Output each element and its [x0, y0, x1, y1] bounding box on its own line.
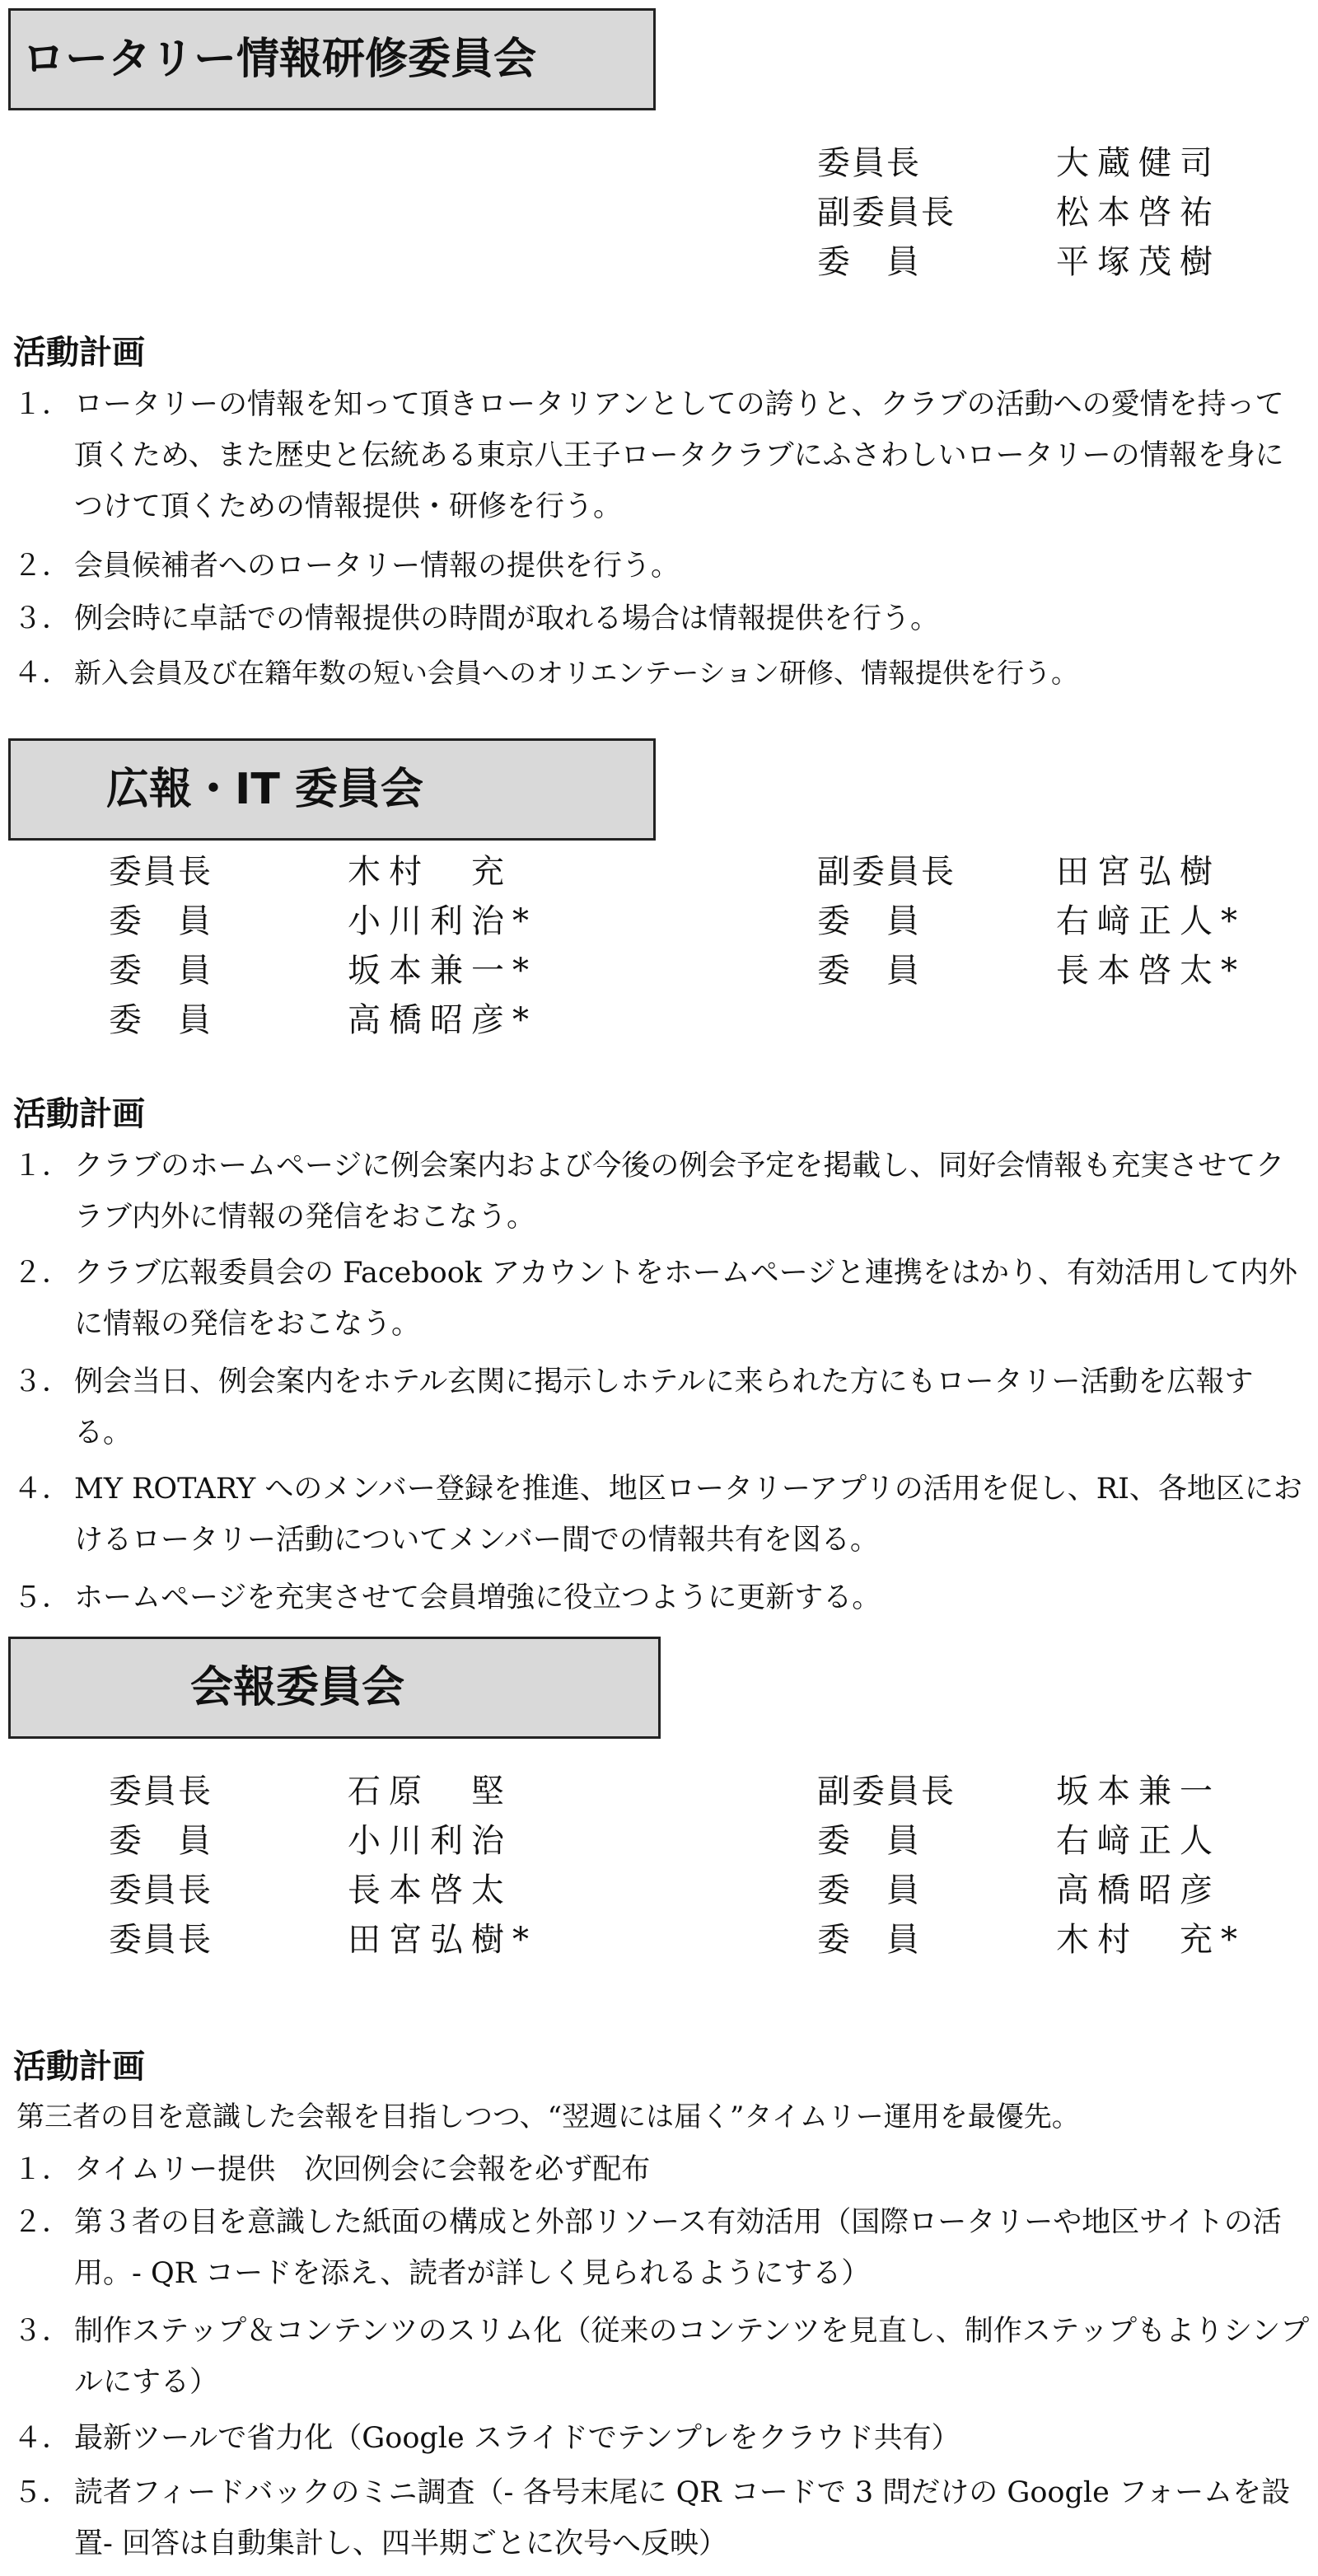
member-row: [817, 138, 1221, 188]
plan-item-text: 第３者の目を意識した紙面の構成と外部リソース有効活用（国際ロータリーや地区サイトの活用。- QR コードを添え、読者が詳しく見られるようにする）: [74, 2206, 1282, 2290]
member-role: 委 員: [817, 952, 921, 990]
plan-item-number: ３．: [13, 2315, 72, 2348]
member-name: 小川利治: [348, 1822, 512, 1860]
member-name: 大蔵健司: [1056, 144, 1221, 182]
plan-item: [0, 1464, 1310, 1566]
committee-title: 会報委員会: [190, 1663, 405, 1712]
member-row: [817, 188, 1221, 237]
member-name: 木村 充: [348, 853, 512, 891]
member-role: 委員長: [109, 1921, 213, 1959]
plan-item-number: ５．: [13, 2476, 72, 2509]
plan-intro: 第三者の目を意識した会報を目指しつつ、“翌週には届く”タイムリー運用を最優先。: [16, 2101, 1080, 2133]
plan-item-text: MY ROTARY へのメンバー登録を推進、地区ロータリーアプリの活用を促し、RI、各地区におけるロータリー活動についてメンバー間での情報共有を図る。: [74, 1473, 1302, 1557]
member-role: 副委員長: [817, 194, 956, 232]
plan-item-number: １．: [13, 388, 72, 421]
plan-item: [0, 2467, 1310, 2569]
member-row: [817, 1767, 1221, 1816]
member-name: 小川利治*: [348, 902, 537, 940]
plan-item: [0, 1140, 1310, 1243]
plan-item-number: ２．: [13, 1257, 72, 1290]
plan-item-number: ４．: [13, 1473, 72, 1506]
plan-item-number: ４．: [13, 657, 72, 690]
member-row: [109, 1915, 537, 1965]
member-name: 高橋昭彦: [1056, 1871, 1221, 1909]
member-name: 石原 堅: [348, 1773, 512, 1810]
member-name: 高橋昭彦*: [348, 1001, 537, 1039]
member-row: [817, 847, 1221, 897]
plan-item-number: ３．: [13, 1365, 72, 1398]
plan-heading: 活動計画: [13, 2048, 145, 2086]
plan-item-number: ３．: [13, 602, 72, 635]
member-row: [109, 1816, 512, 1866]
member-role: 委 員: [817, 902, 921, 940]
member-role: 委 員: [109, 1822, 213, 1860]
member-row: [817, 946, 1246, 995]
member-role: 委 員: [817, 243, 921, 281]
plan-heading: 活動計画: [13, 334, 145, 372]
plan-item: [0, 2306, 1310, 2408]
committee-title: ロータリー情報研修委員会: [22, 35, 537, 84]
member-role: 委員長: [109, 1871, 213, 1909]
member-name: 長本啓太*: [1056, 952, 1246, 990]
member-name: 木村 充*: [1056, 1921, 1246, 1959]
plan-item-number: ２．: [13, 550, 72, 583]
member-row: [109, 995, 537, 1045]
member-row: [109, 1866, 512, 1915]
member-name: 長本啓太: [348, 1871, 512, 1909]
plan-item: [0, 2197, 1310, 2299]
member-name: 坂本兼一: [1056, 1773, 1221, 1810]
plan-item-text: 新入会員及び在籍年数の短い会員へのオリエンテーション研修、情報提供を行う。: [74, 657, 1079, 689]
plan-item: [0, 593, 1310, 644]
member-row: [817, 1866, 1221, 1915]
plan-item: [0, 1572, 1310, 1623]
plan-item: [0, 379, 1310, 532]
member-role: 委員長: [109, 1773, 213, 1810]
member-role: 委員長: [817, 144, 921, 182]
member-role: 委 員: [109, 902, 213, 940]
member-row: [109, 1767, 512, 1816]
plan-item-text: ホームページを充実させて会員増強に役立つように更新する。: [74, 1581, 881, 1614]
plan-item: [0, 2144, 1310, 2195]
plan-item-text: 例会当日、例会案内をホテル玄関に掲示しホテルに来られた方にもロータリー活動を広報する。: [74, 1365, 1254, 1450]
member-row: [817, 897, 1246, 946]
member-name: 田宮弘樹*: [348, 1921, 537, 1959]
plan-item-text: 最新ツールで省力化（Google スライドでテンプレをクラウド共有）: [74, 2422, 960, 2455]
member-name: 松本啓祐: [1056, 194, 1221, 232]
plan-item: [0, 1248, 1310, 1350]
plan-item-number: １．: [13, 2153, 72, 2186]
member-role: 副委員長: [817, 853, 956, 891]
plan-item-text: タイムリー提供 次回例会に会報を必ず配布: [74, 2153, 651, 2186]
plan-item-number: １．: [13, 1150, 72, 1183]
plan-item: [0, 648, 1310, 699]
plan-item-text: クラブ広報委員会の Facebook アカウントをホームページと連携をはかり、有効活用して内外に情報の発信をおこなう。: [74, 1257, 1298, 1341]
member-name: 右﨑正人: [1056, 1822, 1221, 1860]
member-role: 委 員: [109, 952, 213, 990]
plan-item-number: ２．: [13, 2206, 72, 2239]
member-role: 委 員: [109, 1001, 213, 1039]
plan-item-text: クラブのホームページに例会案内および今後の例会予定を掲載し、同好会情報も充実させてクラブ内外に情報の発信をおこなう。: [74, 1150, 1285, 1234]
member-role: 委員長: [109, 853, 213, 891]
plan-item-number: ４．: [13, 2422, 72, 2455]
member-name: 坂本兼一*: [348, 952, 537, 990]
committee-title-box: [8, 1637, 661, 1739]
committee-title-box: [8, 8, 656, 110]
member-role: 副委員長: [817, 1773, 956, 1810]
plan-item: [0, 1356, 1310, 1459]
member-role: 委 員: [817, 1921, 921, 1959]
committee-title: 広報・IT 委員会: [106, 765, 423, 814]
member-row: [109, 946, 537, 995]
member-name: 右﨑正人*: [1056, 902, 1246, 940]
plan-item-text: 読者フィードバックのミニ調査（- 各号末尾に QR コードで 3 問だけの Google フォームを設置- 回答は自動集計し、四半期ごとに次号へ反映）: [74, 2476, 1291, 2560]
member-name: 田宮弘樹: [1056, 853, 1221, 891]
plan-item-text: 会員候補者へのロータリー情報の提供を行う。: [74, 550, 680, 583]
member-role: 委 員: [817, 1822, 921, 1860]
member-row: [109, 847, 512, 897]
plan-heading: 活動計画: [13, 1095, 145, 1133]
plan-item: [0, 2413, 1310, 2464]
member-row: [817, 1915, 1246, 1965]
plan-item-number: ５．: [13, 1581, 72, 1614]
plan-item-text: 制作ステップ＆コンテンツのスリム化（従来のコンテンツを見直し、制作ステップもよりシンプルにする）: [74, 2315, 1310, 2399]
plan-item-text: 例会時に卓話での情報提供の時間が取れる場合は情報提供を行う。: [74, 602, 940, 635]
member-name: 平塚茂樹: [1056, 243, 1221, 281]
member-row: [817, 1816, 1221, 1866]
member-row: [109, 897, 537, 946]
member-row: [817, 237, 1221, 287]
plan-item: [0, 541, 1310, 592]
committee-title-box: [8, 738, 656, 841]
member-role: 委 員: [817, 1871, 921, 1909]
plan-item-text: ロータリーの情報を知って頂きロータリアンとしての誇りと、クラブの活動への愛情を持って頂くため、また歴史と伝統ある東京八王子ロータクラブにふさわしいロータリーの情報を身につけて頂くための情報提供・研修を行う。: [74, 388, 1284, 523]
